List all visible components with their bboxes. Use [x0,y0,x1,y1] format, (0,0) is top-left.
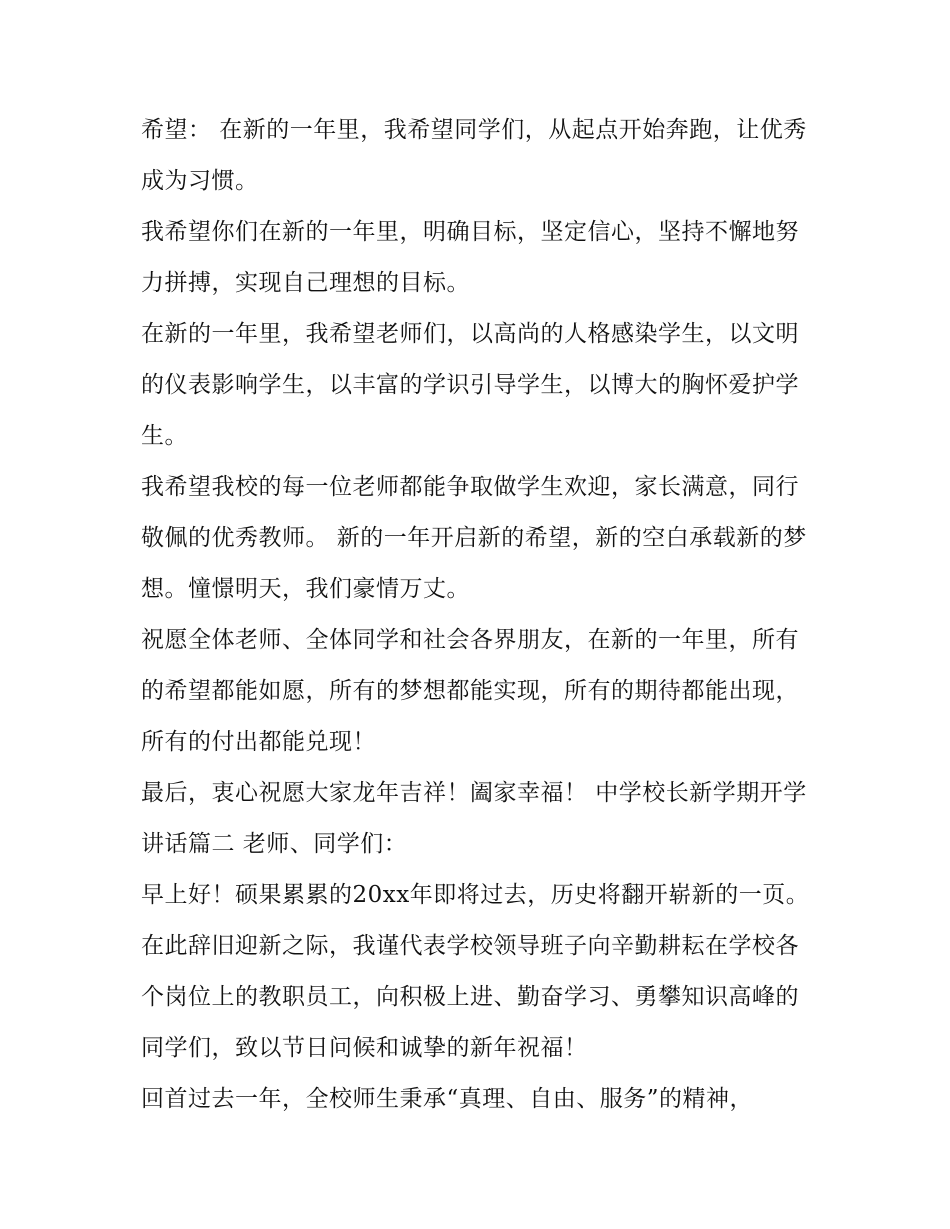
paragraph-greeting: 早上好！硕果累累的20xx年即将过去，历史将翻开崭新的一页。在此辞旧迎新之际，我谨代表学校领导班子向辛勤耕耘在学校各个岗位上的教职员工，向积极上进、勤奋学习、勇攀知识高峰的同学们，致以节日问候和诚挚的新年祝福！ [141,882,810,1061]
document-body [141,105,813,1125]
paragraph-hopes-teachers: 在新的一年里，我希望老师们，以高尚的人格感染学生，以文明的仪表影响学生，以丰富的学识引导学生，以博大的胸怀爱护学生。 [141,321,799,449]
paragraph-hopes-goals: 我希望你们在新的一年里，明确目标，坚定信心，坚持不懈地努力拼搏，实现自己理想的目标。 [141,219,799,296]
paragraph-wishes: 祝愿全体老师、全体同学和社会各界朋友，在新的一年里，所有的希望都能如愿，所有的梦想都能实现，所有的期待都能出现，所有的付出都能兑现！ [141,627,799,755]
paragraph-hopes-students: 希望： 在新的一年里，我希望同学们，从起点开始奔跑，让优秀成为习惯。 [141,117,807,194]
paragraph-review: 回首过去一年，全校师生秉承“真理、自由、服务”的精神， [141,1086,754,1112]
paragraph-closing: 最后，衷心祝愿大家龙年吉祥！阖家幸福！ 中学校长新学期开学讲话篇二 老师、同学们： [141,780,807,857]
paragraph-excellent-teachers: 我希望我校的每一位老师都能争取做学生欢迎，家长满意，同行敬佩的优秀教师。 新的一年开启新的希望，新的空白承载新的梦想。憧憬明天，我们豪情万丈。 [141,474,807,602]
